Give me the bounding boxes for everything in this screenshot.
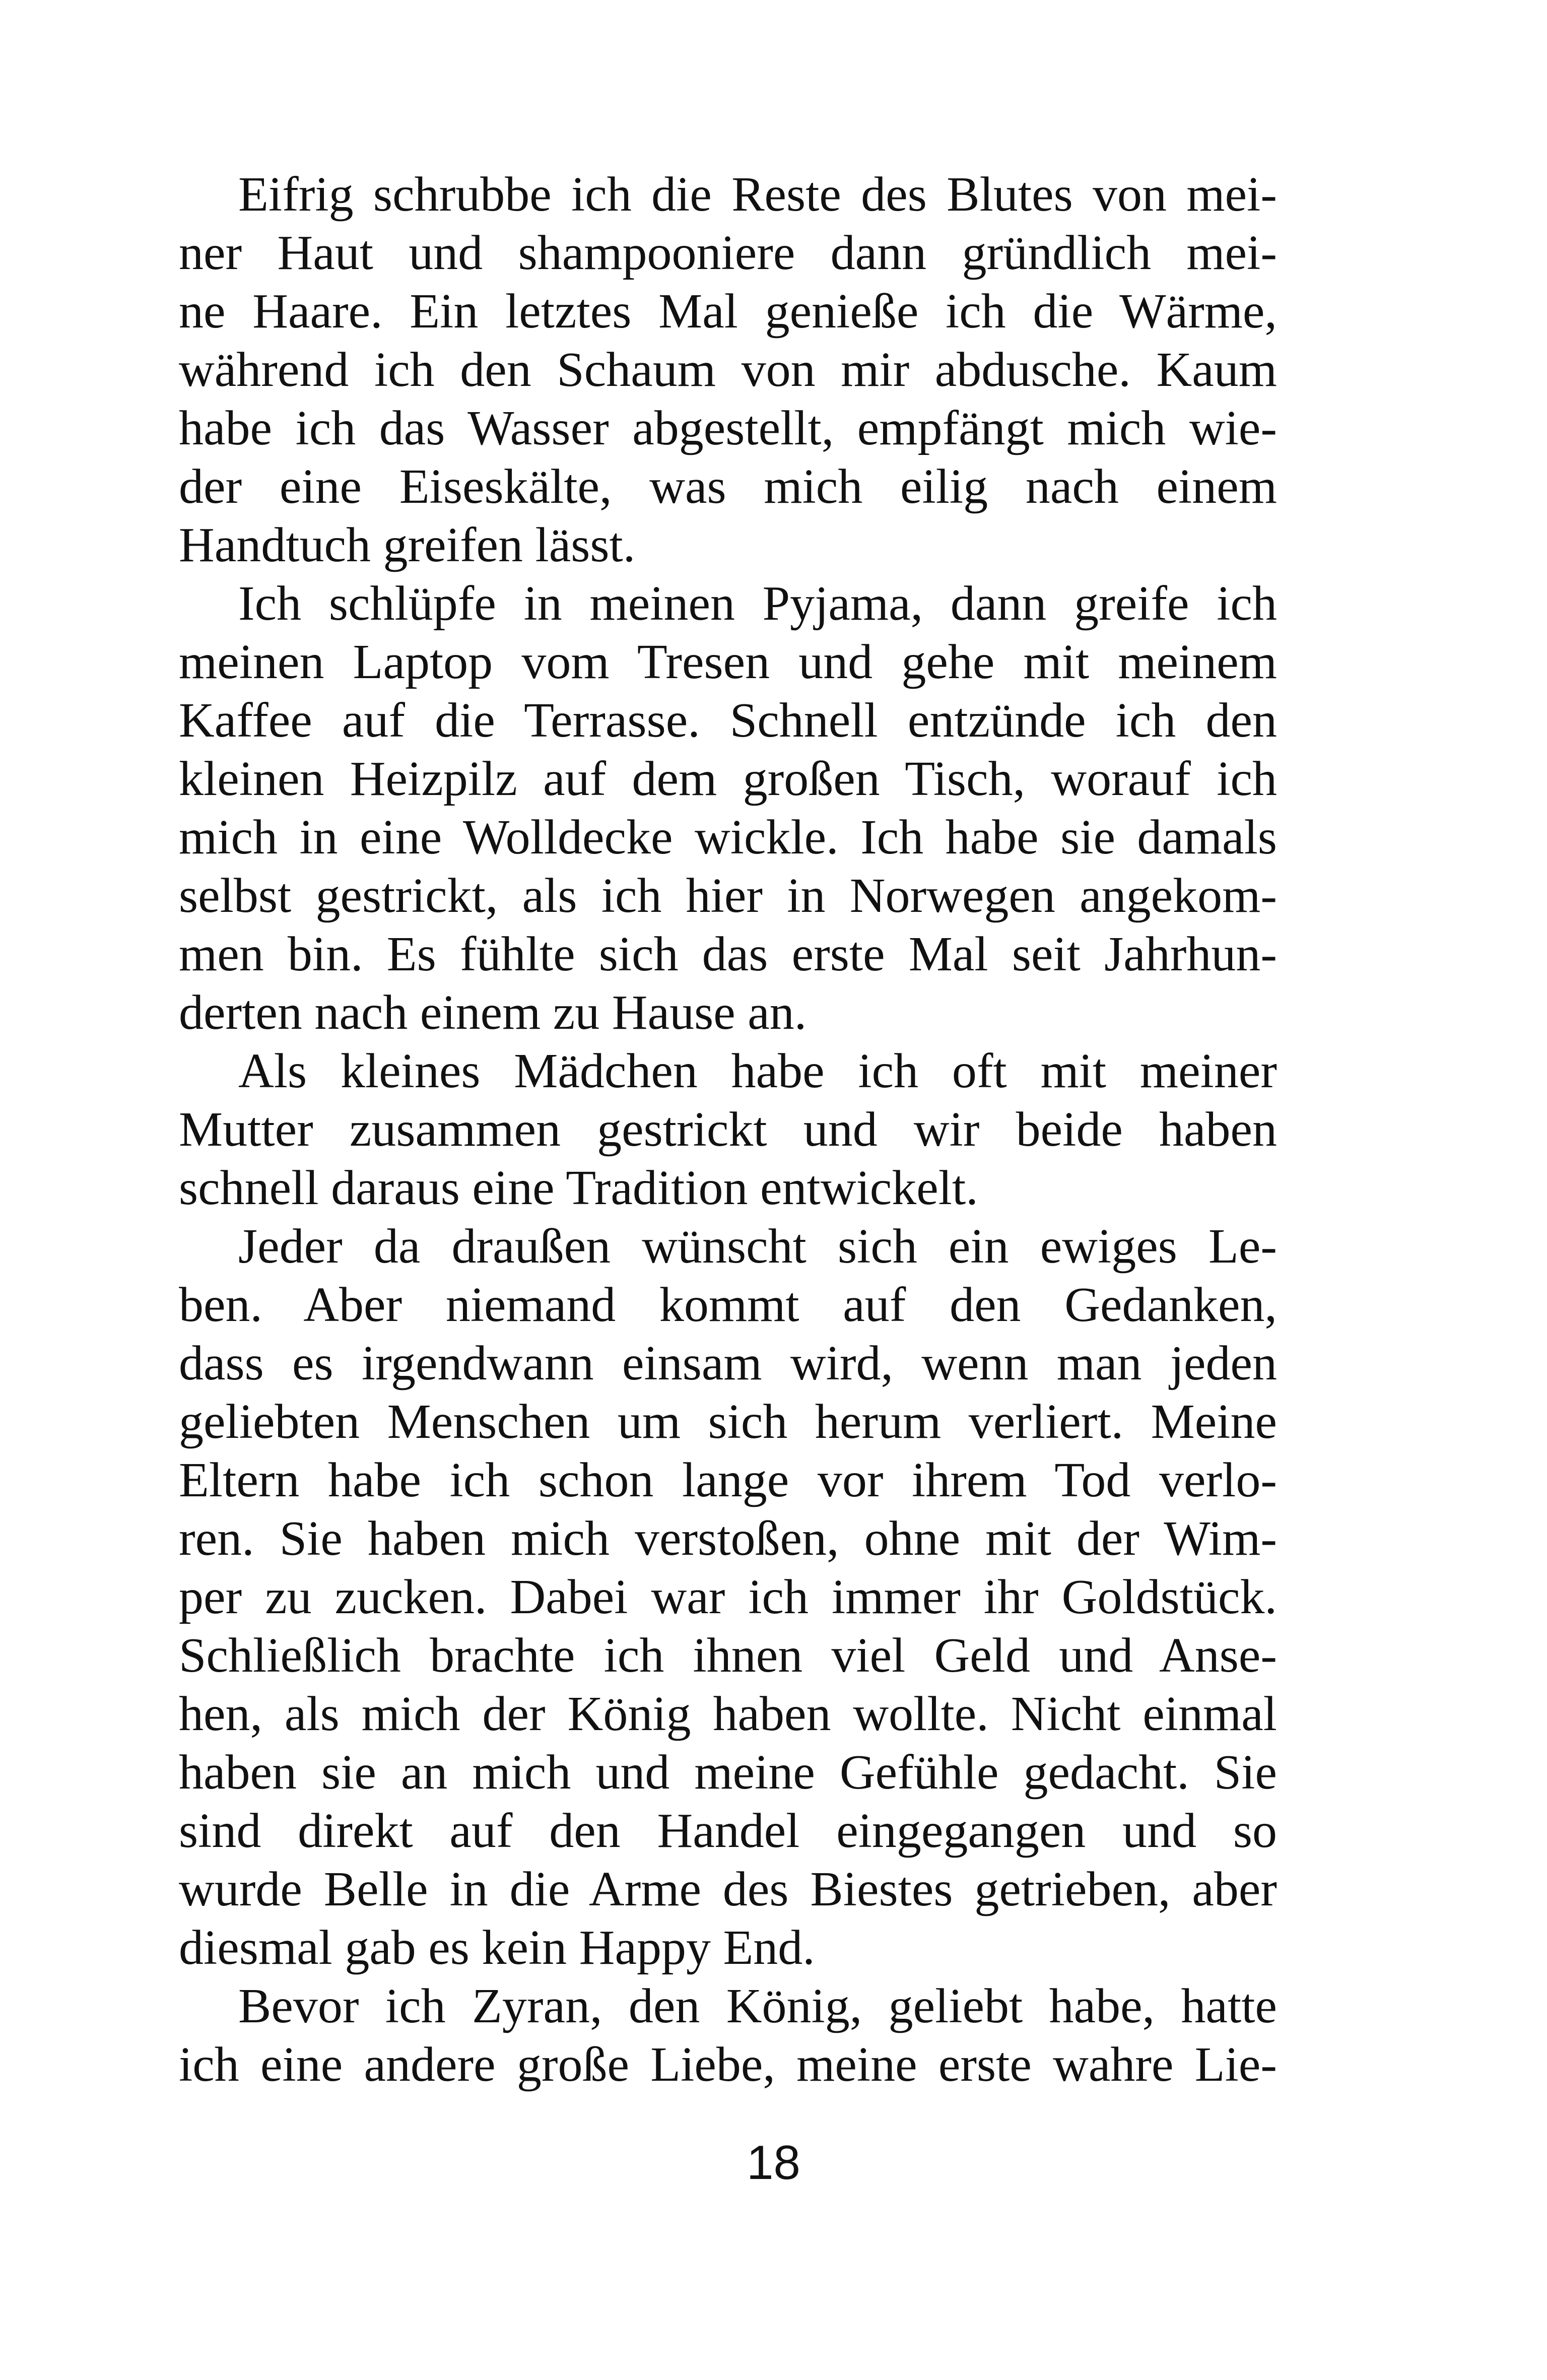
text-line: men bin. Es fühlte sich das erste Mal seit Jahrhun- [179, 927, 1277, 981]
text-line: ner Haut und shampooniere dann gründlich mei- [179, 226, 1277, 280]
text-line: Eifrig schrubbe ich die Reste des Blutes von mei- [238, 167, 1277, 222]
text-line: während ich den Schaum von mir abdusche. Kaum [179, 343, 1277, 397]
text-line: Ich schlüpfe in meinen Pyjama, dann greife ich [238, 576, 1277, 631]
text-line: meinen Laptop vom Tresen und gehe mit meinem [179, 635, 1277, 689]
text-line: per zu zucken. Dabei war ich immer ihr Goldstück. [179, 1570, 1277, 1624]
text-line: sind direkt auf den Handel eingegangen und so [179, 1804, 1277, 1858]
text-line: selbst gestrickt, als ich hier in Norwegen angekom- [179, 869, 1277, 923]
text-line: kleinen Heizpilz auf dem großen Tisch, worauf ich [179, 752, 1277, 806]
text-line: habe ich das Wasser abgestellt, empfängt mich wie- [179, 401, 1277, 455]
text-line: Als kleines Mädchen habe ich oft mit meiner [238, 1044, 1277, 1098]
body-text [179, 165, 1277, 2094]
text-line: ne Haare. Ein letztes Mal genieße ich die Wärme, [179, 284, 1277, 339]
text-line: Bevor ich Zyran, den König, geliebt habe, hatte [238, 1979, 1277, 2033]
text-line: ren. Sie haben mich verstoßen, ohne mit der Wim- [179, 1511, 1277, 1566]
text-line: geliebten Menschen um sich herum verliert. Meine [179, 1395, 1277, 1449]
text-line: dass es irgendwann einsam wird, wenn man jeden [179, 1336, 1277, 1391]
text-line: Schließlich brachte ich ihnen viel Geld und Anse- [179, 1628, 1277, 1683]
text-line: Eltern habe ich schon lange vor ihrem Tod verlo- [179, 1453, 1277, 1507]
text-line: hen, als mich der König haben wollte. Nicht einmal [179, 1687, 1277, 1741]
text-line: diesmal gab es kein Happy End. [179, 1921, 815, 1975]
text-line: mich in eine Wolldecke wickle. Ich habe sie damals [179, 810, 1277, 865]
text-line: der eine Eiseskälte, was mich eilig nach einem [179, 459, 1277, 514]
text-line: Mutter zusammen gestrickt und wir beide haben [179, 1102, 1277, 1157]
text-line: Handtuch greifen lässt. [179, 518, 636, 572]
text-line: haben sie an mich und meine Gefühle gedacht. Sie [179, 1745, 1277, 1800]
text-line: ich eine andere große Liebe, meine erste wahre Lie- [179, 2037, 1277, 2092]
text-line: Kaffee auf die Terrasse. Schnell entzünde ich den [179, 693, 1277, 748]
text-line: derten nach einem zu Hause an. [179, 985, 807, 1040]
text-line: wurde Belle in die Arme des Biestes getrieben, aber [179, 1862, 1277, 1916]
page-number: 18 [747, 2136, 800, 2190]
text-line: schnell daraus eine Tradition entwickelt. [179, 1161, 978, 1215]
text-line: ben. Aber niemand kommt auf den Gedanken, [179, 1278, 1277, 1332]
text-line: Jeder da draußen wünscht sich ein ewiges Le- [238, 1219, 1277, 1274]
